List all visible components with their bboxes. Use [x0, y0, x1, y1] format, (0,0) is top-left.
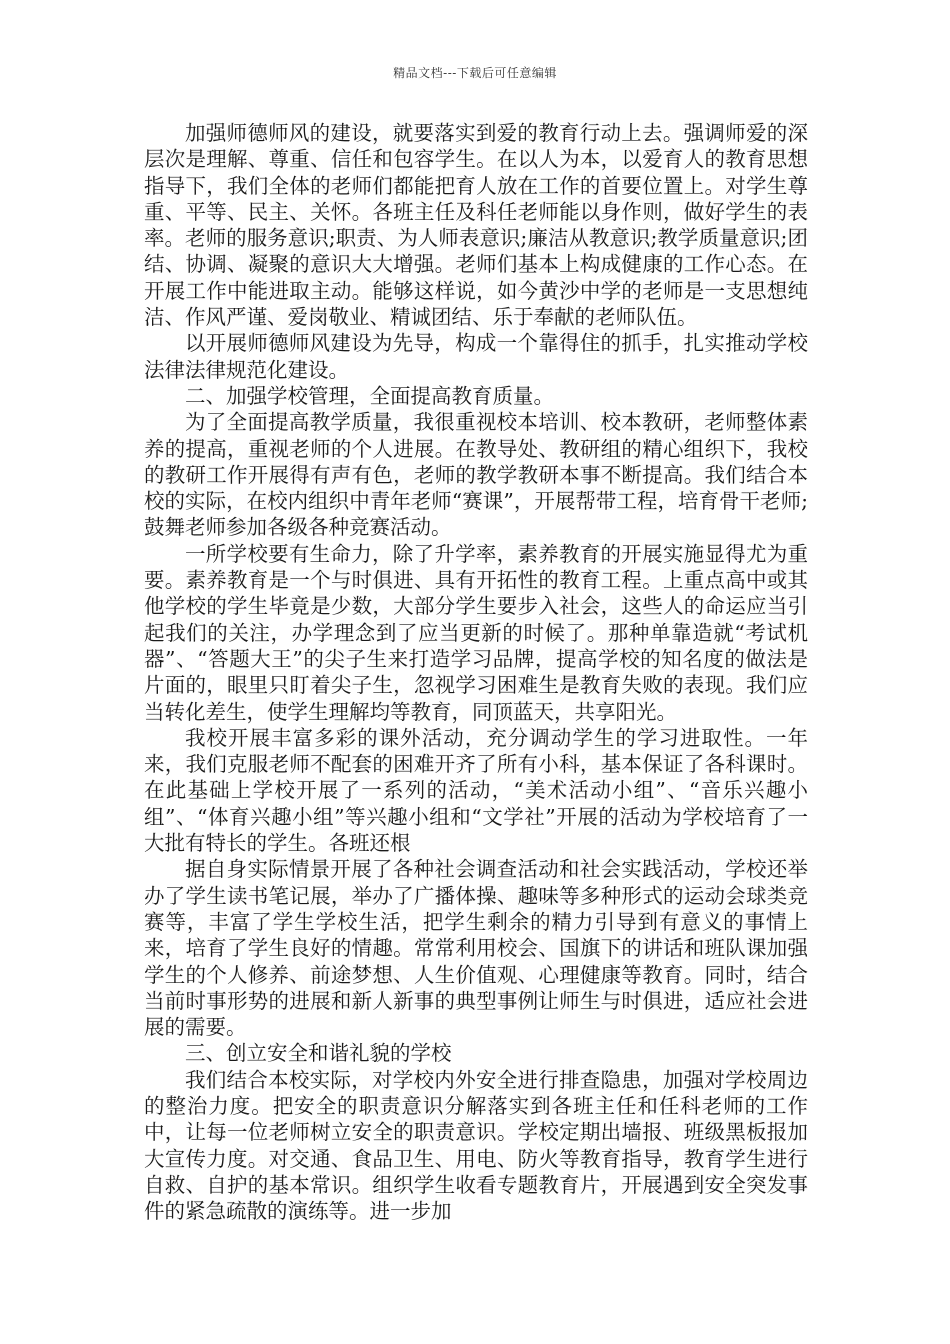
- paragraph-ethics-lead: 以开展师德师风建设为先导，构成一个靠得住的抓手，扎实推动学校法律法律规范化建设。: [144, 331, 808, 382]
- paragraph-teacher-ethics: 加强师德师风的建设，就要落实到爱的教育行动上去。强调师爱的深层次是理解、尊重、信任和包容学生。在以人为本，以爱育人的教育思想指导下，我们全体的老师们都能把育人放在工作的首要位置上。对学生尊重、平等、民主、关怀。各班主任及科任老师能以身作则，做好学生的表率。老师的服务意识;职责、为人师表意识;廉洁从教意识;教学质量意识;团结、协调、凝聚的意识大大增强。老师们基本上构成健康的工作心态。在开展工作中能进取主动。能够这样说，如今黄沙中学的老师是一支思想纯洁、作风严谨、爱岗敬业、精诚团结、乐于奉献的老师队伍。: [144, 121, 808, 330]
- document-body: [144, 120, 808, 1224]
- paragraph-teaching-quality: 为了全面提高教学质量，我很重视校本培训、校本教研，老师整体素养的提高，重视老师的个人进展。在教导处、教研组的精心组织下，我校的教研工作开展得有声有色，老师的教学教研本事不断提高。我们结合本校的实际，在校内组织中青年老师“赛课”，开展帮带工程，培育骨干老师;鼓舞老师参加各级各种竞赛活动。: [144, 410, 808, 540]
- page-header: 精品文档---下载后可任意编辑: [393, 66, 557, 80]
- section-heading-management: 二、加强学校管理，全面提高教育质量。: [185, 383, 554, 408]
- section-heading-safety: 三、创立安全和谐礼貌的学校: [185, 1041, 452, 1066]
- paragraph-quality-education: 一所学校要有生命力，除了升学率，素养教育的开展实施显得尤为重要。素养教育是一个与时俱进、具有开拓性的教育工程。上重点高中或其他学校的学生毕竟是少数，大部分学生要步入社会，这些人的命运应当引起我们的关注，办学理念到了应当更新的时候了。那种单靠造就“考试机器”、“答题大王”的尖子生来打造学习品牌，提高学校的知名度的做法是片面的，眼里只盯着尖子生，忽视学习困难生是教育失败的表现。我们应当转化差生，使学生理解均等教育，同顶蓝天，共享阳光。: [144, 541, 808, 724]
- paragraph-safety: 我们结合本校实际，对学校内外安全进行排查隐患，加强对学校周边的整治力度。把安全的职责意识分解落实到各班主任和任科老师的工作中，让每一位老师树立安全的职责意识。学校定期出墙报、班级黑板报加大宣传力度。对交通、食品卫生、用电、防火等教育指导，教育学生进行自救、自护的基本常识。组织学生收看专题教育片，开展遇到安全突发事件的紧急疏散的演练等。进一步加: [144, 1067, 808, 1224]
- paragraph-extracurricular: 我校开展丰富多彩的课外活动，充分调动学生的学习进取性。一年来，我们克服老师不配套的困难开齐了所有小科，基本保证了各科课时。在此基础上学校开展了一系列的活动，“美术活动小组”、“音乐兴趣小组”、“体育兴趣小组”等兴趣小组和“文学社”开展的活动为学校培育了一大批有特长的学生。各班还根: [144, 725, 808, 856]
- paragraph-social-practice: 据自身实际情景开展了各种社会调查活动和社会实践活动，学校还举办了学生读书笔记展，举办了广播体操、趣味等多种形式的运动会球类竞赛等，丰富了学生学校生活，把学生剩余的精力引导到有意义的事情上来，培育了学生良好的情趣。常常利用校会、国旗下的讲话和班队课加强学生的个人修养、前途梦想、人生价值观、心理健康等教育。同时，结合当前时事形势的进展和新人新事的典型事例让师生与时俱进，适应社会进展的需要。: [144, 857, 808, 1040]
